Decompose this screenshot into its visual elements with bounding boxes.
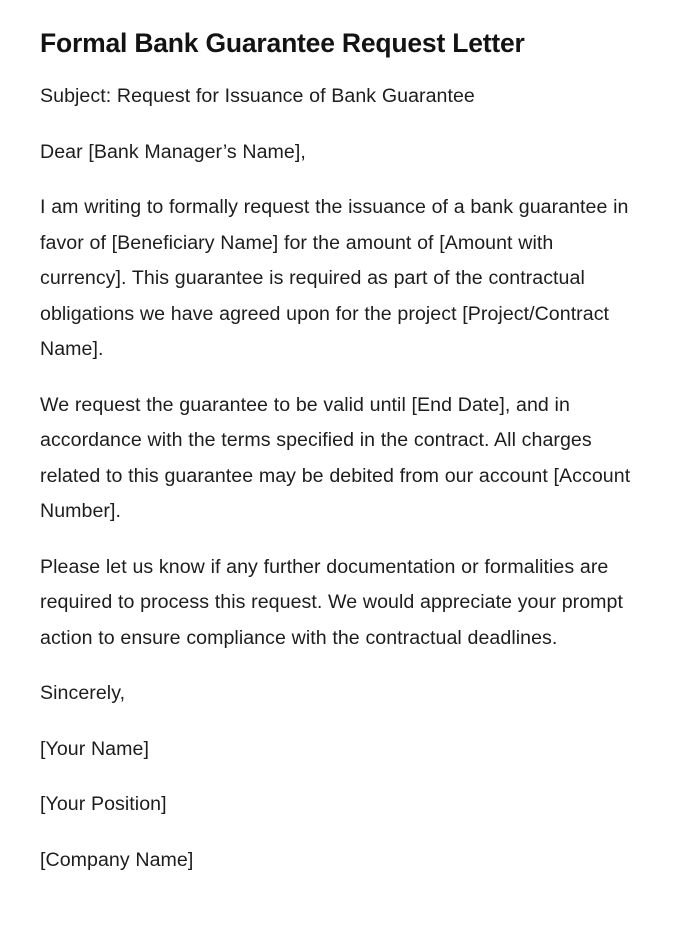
subject-line: Subject: Request for Issuance of Bank Guarantee bbox=[40, 85, 475, 107]
body-paragraph-2: We request the guarantee to be valid until [End Date], and in accordance with the terms specified in the contract. All charges related to this guarantee may be debited from our account [Account Number]. bbox=[40, 393, 631, 522]
signature-position: [Your Position] bbox=[40, 793, 167, 815]
closing-line: Sincerely, bbox=[40, 682, 126, 704]
letter-body bbox=[40, 79, 640, 878]
signature-company: [Company Name] bbox=[40, 848, 194, 871]
salutation-line: Dear [Bank Manager’s Name], bbox=[40, 140, 306, 163]
body-paragraph-3: Please let us know if any further documentation or formalities are required to process this request. We would appreciate your prompt action to ensure compliance with the contractual deadlines. bbox=[40, 555, 623, 649]
signature-name: [Your Name] bbox=[40, 737, 149, 760]
body-paragraph-1: I am writing to formally request the issuance of a bank guarantee in favor of [Beneficiary Name] for the amount of [Amount with currency]. This guarantee is required as part of the contractual obligations we have agreed upon for the project [Project/Contract Name]. bbox=[40, 196, 629, 360]
page-title: Formal Bank Guarantee Request Letter bbox=[40, 28, 525, 58]
